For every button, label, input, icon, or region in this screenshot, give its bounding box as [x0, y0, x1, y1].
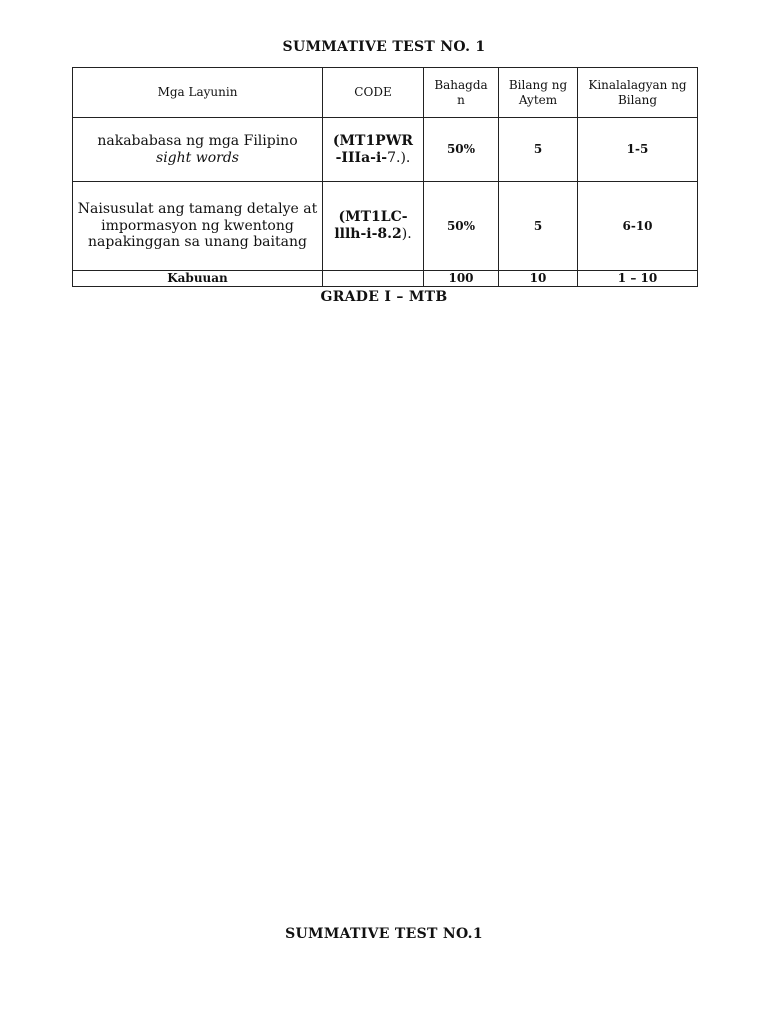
- placement-cell: 1-5: [578, 118, 698, 182]
- total-code: [323, 271, 424, 287]
- grade-subtitle: GRADE I – MTB: [320, 289, 448, 305]
- table-of-specifications: [72, 67, 698, 287]
- total-percent: 100: [424, 271, 499, 287]
- code-cell: (MT1PWR -IIIa-i-7.).: [323, 118, 424, 182]
- percent-cell: 50%: [424, 118, 499, 182]
- document-title-bottom: SUMMATIVE TEST NO.1: [285, 926, 483, 942]
- table-header-row: [73, 68, 698, 118]
- total-placement: 1 – 10: [578, 271, 698, 287]
- code-cell: (MT1LC- lllh-i-8.2).: [323, 182, 424, 271]
- objective-cell: Naisusulat ang tamang detalye at impormasyon ng kwentong napakinggan sa unang baitang: [73, 182, 323, 271]
- items-cell: 5: [499, 118, 578, 182]
- total-label: Kabuuan: [73, 271, 323, 287]
- table-row: [73, 182, 698, 271]
- table-row: [73, 118, 698, 182]
- header-items: Bilang ng Aytem: [499, 68, 578, 118]
- header-objective: Mga Layunin: [73, 68, 323, 118]
- total-items: 10: [499, 271, 578, 287]
- placement-cell: 6-10: [578, 182, 698, 271]
- percent-cell: 50%: [424, 182, 499, 271]
- objective-cell: nakababasa ng mga Filipino sight words: [73, 118, 323, 182]
- header-code: CODE: [323, 68, 424, 118]
- document-title: SUMMATIVE TEST NO. 1: [282, 39, 486, 55]
- total-row: [73, 271, 698, 287]
- header-percent: Bahagda n: [424, 68, 499, 118]
- items-cell: 5: [499, 182, 578, 271]
- header-placement: Kinalalagyan ng Bilang: [578, 68, 698, 118]
